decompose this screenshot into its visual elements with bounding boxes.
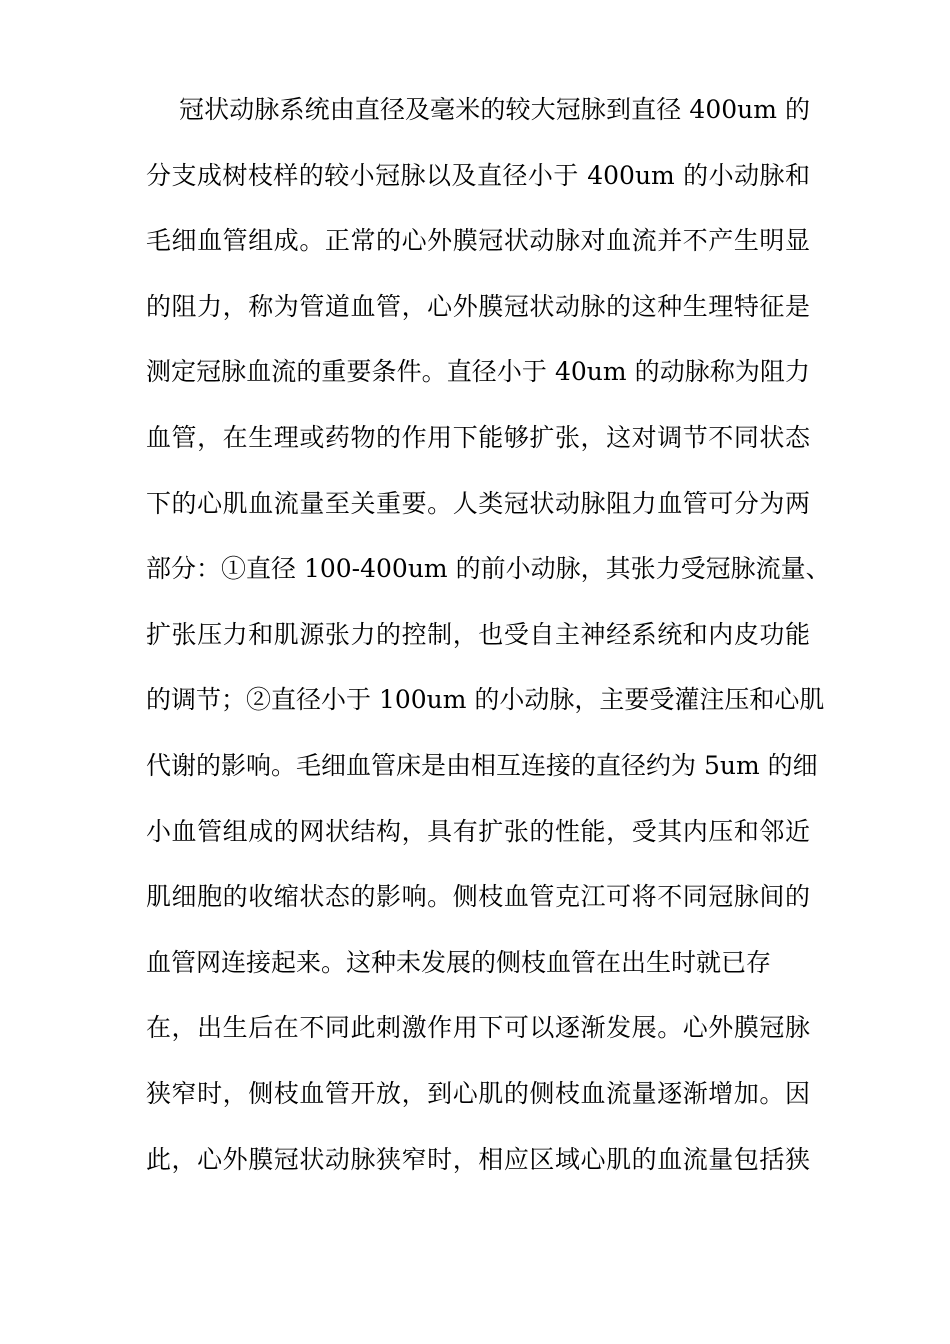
text-line: 此，心外膜冠状动脉狭窄时，相应区域心肌的血流量包括狭: [146, 1144, 810, 1174]
text-line: 毛细血管组成。正常的心外膜冠状动脉对血流并不产生明显: [146, 226, 810, 256]
text-line: 代谢的影响。毛细血管床是由相互连接的直径约为 5um 的细: [146, 750, 818, 780]
text-line: 分支成树枝样的较小冠脉以及直径小于 400um 的小动脉和: [146, 160, 810, 190]
text-line: 部分：①直径 100-400um 的前小动脉，其张力受冠脉流量、: [146, 554, 831, 584]
text-line: 血管网连接起来。这种未发展的侧枝血管在出生时就已存: [146, 947, 772, 977]
text-line: 的调节；②直径小于 100um 的小动脉，主要受灌注压和心肌: [146, 685, 825, 715]
text-line: 扩张压力和肌源张力的控制，也受自主神经系统和内皮功能: [146, 619, 810, 649]
text-line: 肌细胞的收缩状态的影响。侧枝血管克江可将不同冠脉间的: [146, 882, 810, 912]
text-line: 在，出生后在不同此刺激作用下可以逐渐发展。心外膜冠脉: [146, 1013, 810, 1043]
text-line: 下的心肌血流量至关重要。人类冠状动脉阻力血管可分为两: [146, 488, 810, 518]
text-line: 测定冠脉血流的重要条件。直径小于 40um 的动脉称为阻力: [146, 357, 810, 387]
text-line: 小血管组成的网状结构，具有扩张的性能，受其内压和邻近: [146, 816, 810, 846]
text-line: 血管，在生理或药物的作用下能够扩张，这对调节不同状态: [146, 422, 810, 452]
body-paragraph: [146, 88, 831, 1203]
text-line: 狭窄时，侧枝血管开放，到心肌的侧枝血流量逐渐增加。因: [146, 1078, 810, 1108]
text-line: 的阻力，称为管道血管，心外膜冠状动脉的这种生理特征是: [146, 291, 810, 321]
text-line: 冠状动脉系统由直径及毫米的较大冠脉到直径 400um 的: [179, 95, 810, 124]
